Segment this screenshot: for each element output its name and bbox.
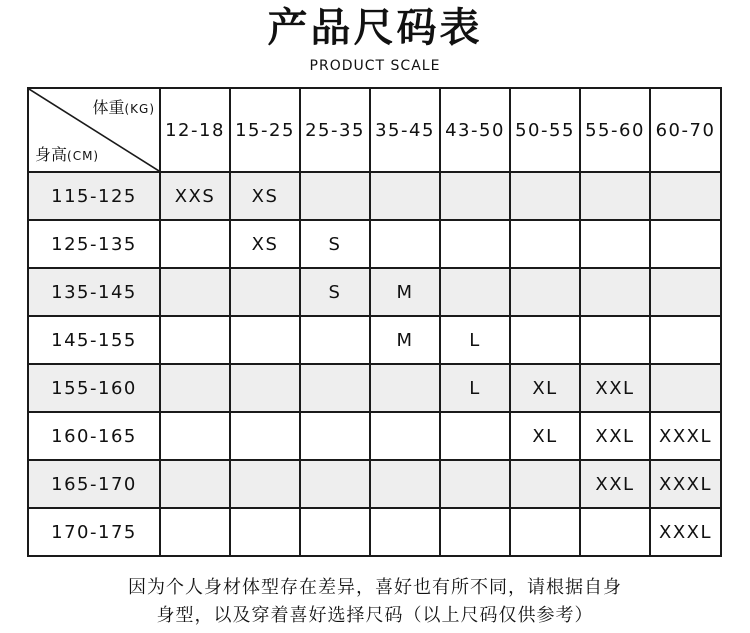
size-cell: S (300, 220, 370, 268)
size-cell (440, 172, 510, 220)
size-cell: XXXL (650, 508, 721, 556)
weight-column-header: 12-18 (160, 88, 230, 172)
size-cell (300, 508, 370, 556)
size-cell (230, 508, 300, 556)
height-range-cell: 145-155 (28, 316, 160, 364)
height-range-cell: 135-145 (28, 268, 160, 316)
size-cell (230, 460, 300, 508)
table-row (28, 268, 721, 316)
size-cell (440, 220, 510, 268)
size-cell (230, 412, 300, 460)
height-range-cell: 115-125 (28, 172, 160, 220)
header-row (28, 88, 721, 172)
size-chart-table (27, 87, 722, 557)
size-cell (160, 268, 230, 316)
size-cell: L (440, 316, 510, 364)
weight-column-header: 15-25 (230, 88, 300, 172)
size-cell (510, 316, 580, 364)
size-cell (510, 460, 580, 508)
size-cell (580, 220, 650, 268)
corner-header-cell (28, 88, 160, 172)
size-note-line-1: 因为个人身材体型存在差异，喜好也有所不同，请根据自身 (128, 577, 622, 598)
size-cell (510, 220, 580, 268)
size-cell (440, 508, 510, 556)
size-cell (580, 268, 650, 316)
size-cell: L (440, 364, 510, 412)
size-cell: XL (510, 412, 580, 460)
size-cell (510, 508, 580, 556)
size-cell (440, 412, 510, 460)
height-range-cell: 125-135 (28, 220, 160, 268)
size-cell: S (300, 268, 370, 316)
size-cell (300, 460, 370, 508)
table-row (28, 172, 721, 220)
weight-axis-label: 体重(KG) (92, 98, 155, 117)
table-row (28, 412, 721, 460)
size-cell (510, 268, 580, 316)
size-cell: XS (230, 172, 300, 220)
size-cell (370, 220, 440, 268)
size-cell (370, 460, 440, 508)
size-cell (370, 364, 440, 412)
size-cell: XXXL (650, 412, 721, 460)
table-row (28, 316, 721, 364)
size-cell (650, 316, 721, 364)
size-cell: XXS (160, 172, 230, 220)
height-range-cell: 160-165 (28, 412, 160, 460)
weight-column-header: 50-55 (510, 88, 580, 172)
size-cell: XL (510, 364, 580, 412)
size-cell (580, 316, 650, 364)
size-cell: XS (230, 220, 300, 268)
table-row (28, 460, 721, 508)
size-cell (440, 268, 510, 316)
size-cell (160, 508, 230, 556)
size-cell (160, 364, 230, 412)
table-row (28, 364, 721, 412)
size-cell: XXL (580, 364, 650, 412)
size-cell (160, 460, 230, 508)
weight-column-header: 25-35 (300, 88, 370, 172)
height-axis-label: 身高(CM) (35, 145, 100, 164)
weight-column-header: 43-50 (440, 88, 510, 172)
size-cell (370, 172, 440, 220)
size-cell (160, 412, 230, 460)
size-cell (440, 460, 510, 508)
size-cell (160, 220, 230, 268)
size-cell (160, 316, 230, 364)
size-cell (300, 316, 370, 364)
table-row (28, 220, 721, 268)
page-title: 产品尺码表 (267, 5, 483, 51)
size-cell (370, 412, 440, 460)
size-cell (650, 220, 721, 268)
size-cell (230, 364, 300, 412)
size-cell (510, 172, 580, 220)
size-cell: M (370, 268, 440, 316)
size-cell (300, 412, 370, 460)
size-cell (650, 364, 721, 412)
size-cell: M (370, 316, 440, 364)
weight-column-header: 55-60 (580, 88, 650, 172)
size-cell (300, 364, 370, 412)
size-cell (230, 316, 300, 364)
size-cell (580, 172, 650, 220)
weight-column-header: 60-70 (650, 88, 721, 172)
height-range-cell: 170-175 (28, 508, 160, 556)
height-range-cell: 165-170 (28, 460, 160, 508)
size-cell: XXL (580, 412, 650, 460)
table-row (28, 508, 721, 556)
size-note-line-2: 身型，以及穿着喜好选择尺码（以上尺码仅供参考） (156, 605, 594, 626)
size-cell (370, 508, 440, 556)
page-subtitle: PRODUCT SCALE (309, 58, 441, 74)
weight-column-header: 35-45 (370, 88, 440, 172)
size-cell: XXL (580, 460, 650, 508)
size-cell (230, 268, 300, 316)
size-cell (650, 268, 721, 316)
size-cell (650, 172, 721, 220)
height-range-cell: 155-160 (28, 364, 160, 412)
size-cell (300, 172, 370, 220)
size-cell (580, 508, 650, 556)
size-cell: XXXL (650, 460, 721, 508)
